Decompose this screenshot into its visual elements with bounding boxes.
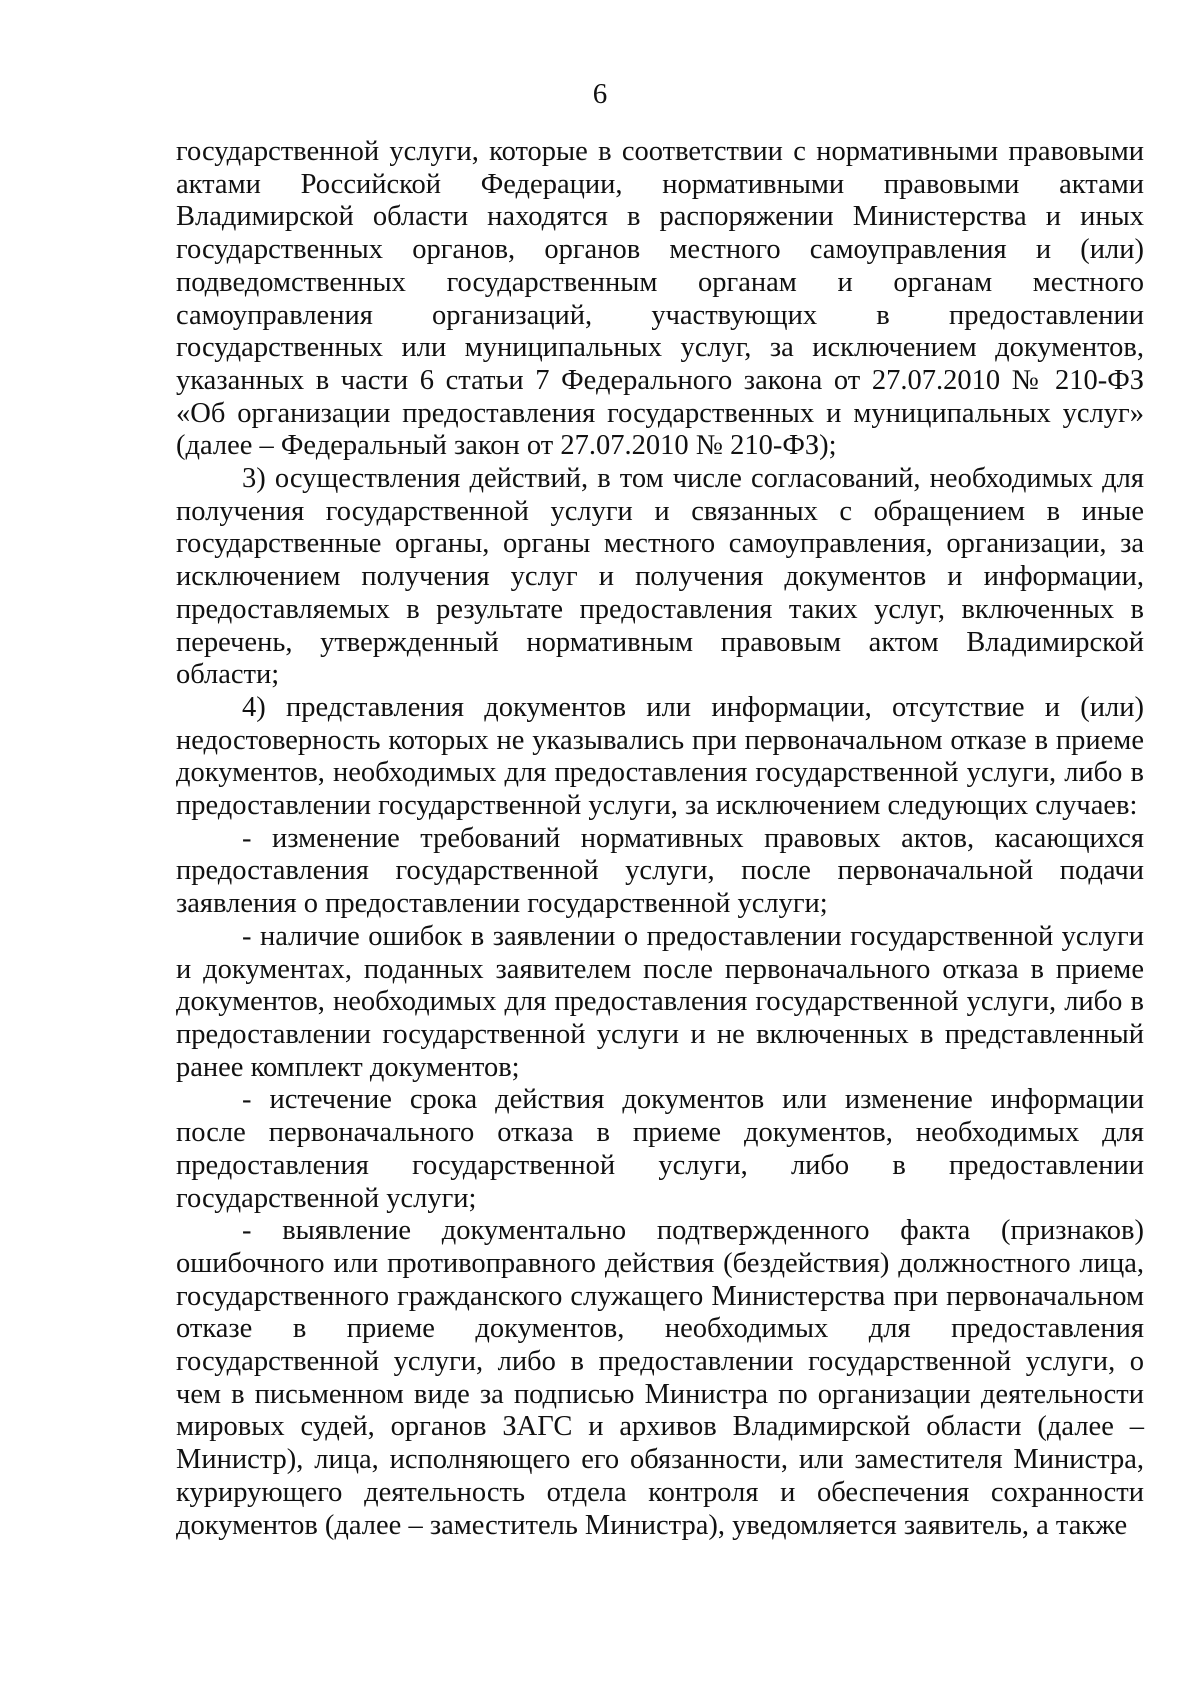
page-number: 6 [592, 78, 608, 110]
paragraph-case-expiry: - истечение срока действия документов или изменение информации после первоначального отказа в приеме документов, необходимых для предоставления государственной услуги, либо в предоставлении государственной услуги; [176, 1084, 1144, 1214]
paragraph-item-3: 3) осуществления действий, в том числе согласований, необходимых для получения государственной услуги и связанных с обращением в иные государственные органы, органы местного самоуправления, организации, за исключением получения услуг и получения документов и информации, предоставляемых в результате предоставления таких услуг, включенных в перечень, утвержденный нормативным правовым актом Владимирской области; [176, 463, 1144, 691]
paragraph-case-misconduct: - выявление документально подтвержденного факта (признаков) ошибочного или противоправного действия (бездействия) должностного лица, государственного гражданского служащего Министерства при первоначальном отказе в приеме документов, необходимых для предоставления государственной услуги, либо в предоставлении государственной услуги, о чем в письменном виде за подписью Министра по организации деятельности мировых судей, органов ЗАГС и архивов Владимирской области (далее – Министр), лица, исполняющего его обязанности, или заместителя Министра, курирующего деятельность отдела контроля и обеспечения сохранности документов (далее – заместитель Министра), уведомляется заявитель, а также [176, 1215, 1144, 1541]
paragraph-continuation: государственной услуги, которые в соответствии с нормативными правовыми актами Российской Федерации, нормативными правовыми актами Владимирской области находятся в распоряжении Министерства и иных государственных органов, органов местного самоуправления и (или) подведомственных государственным органам и органам местного самоуправления организаций, участвующих в предоставлении государственных или муниципальных услуг, за исключением документов, указанных в части 6 статьи 7 Федерального закона от 27.07.2010 № 210-ФЗ «Об организации предоставления государственных и муниципальных услуг» (далее – Федеральный закон от 27.07.2010 № 210-ФЗ); [176, 136, 1144, 462]
paragraph-case-requirements-change: - изменение требований нормативных правовых актов, касающихся предоставления государственной услуги, после первоначальной подачи заявления о предоставлении государственной услуги; [176, 822, 1144, 920]
paragraph-item-4: 4) представления документов или информации, отсутствие и (или) недостоверность которых не указывались при первоначальном отказе в приеме документов, необходимых для предоставления государственной услуги, либо в предоставлении государственной услуги, за исключением следующих случаев: [176, 691, 1144, 822]
paragraph-case-errors: - наличие ошибок в заявлении о предоставлении государственной услуги и документах, поданных заявителем после первоначального отказа в приеме документов, необходимых для предоставления государственной услуги, либо в предоставлении государственной услуги и не включенных в представленный ранее комплект документов; [176, 920, 1144, 1083]
document-body [176, 136, 1144, 1542]
